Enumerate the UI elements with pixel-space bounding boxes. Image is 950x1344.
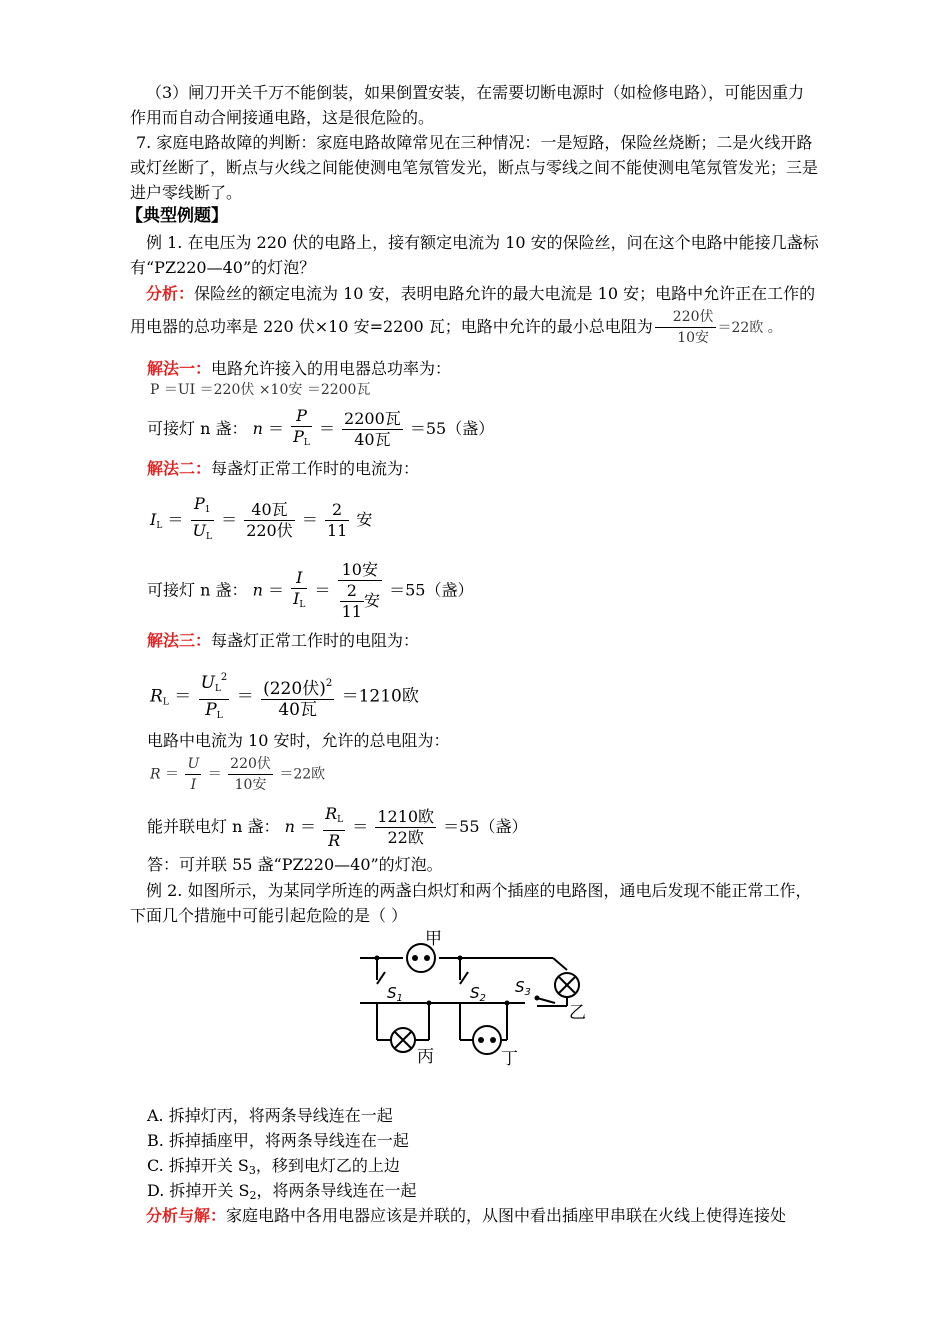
sub-l: L: [216, 711, 223, 721]
method-1-equation: P ＝UI ＝220伏 ×10安 ＝2200瓦: [150, 382, 371, 398]
can-connect-label: 可接灯 n 盏：: [147, 580, 248, 600]
eq-r: R: [150, 766, 161, 783]
option-d-sub: 2: [249, 1189, 257, 1202]
frac-num: I: [291, 568, 307, 589]
analysis-frac-numerator: 220伏: [655, 307, 716, 328]
junction-dot: [375, 956, 380, 961]
circuit-diagram: [355, 930, 595, 1070]
switch-s1: [377, 972, 385, 984]
fraction-40-over-220: [244, 500, 295, 541]
total-resistance-line: 电路中电流为 10 安时，允许的总电阻为：: [147, 731, 450, 750]
eq-sign: ＝: [352, 817, 369, 836]
eq-sign: ＝: [207, 766, 222, 783]
fraction-2-over-11: [325, 500, 349, 541]
label-s1: [387, 984, 403, 1004]
socket-jia-hole: [412, 955, 418, 961]
sup-2: 2: [220, 672, 228, 683]
eq-sign: ＝: [221, 510, 238, 529]
label-s2: [470, 984, 486, 1004]
eq-sign: ＝: [318, 419, 335, 438]
option-a: A. 拆掉灯丙，将两条导线连在一起: [147, 1106, 393, 1125]
frac-den: U: [192, 521, 206, 540]
fraction-220-over-10: [228, 754, 273, 795]
frac-num: 2: [340, 581, 364, 602]
eq-result: ＝22欧: [279, 766, 326, 783]
section-heading: 【典型例题】: [126, 206, 228, 226]
label-s3: [515, 978, 531, 998]
eq-sign: ＝: [174, 686, 192, 707]
eq-sign: ＝: [267, 419, 284, 438]
socket-ding-hole: [478, 1037, 484, 1043]
frac-den: P: [205, 700, 217, 720]
unit-an: 安: [363, 591, 380, 610]
eq-result: ＝1210欧: [341, 686, 419, 707]
frac-num: P: [194, 494, 205, 513]
sub-l: L: [206, 532, 212, 542]
frac-num: (220伏): [263, 679, 326, 699]
frac-num: U: [185, 754, 201, 775]
s2-sub: 2: [479, 993, 486, 1004]
option-c-sub: 3: [248, 1164, 256, 1177]
fraction-i-over-il: [291, 568, 307, 615]
eq-result: ＝55（盏）: [409, 419, 495, 438]
junction-dot: [427, 1001, 432, 1006]
method-1-line: [147, 356, 837, 381]
eq-sign: ＝: [299, 817, 316, 836]
method-2-current-equation: [150, 494, 373, 542]
sup-2: 2: [325, 678, 333, 689]
frac-den: R: [328, 831, 341, 850]
answer-line: 答：可并联 55 盏“PZ220—40”的灯泡。: [147, 855, 443, 874]
fraction-ul2-over-pl: [199, 668, 230, 726]
wire-to-lamp-yi: [553, 958, 567, 970]
method-2-line: [147, 456, 837, 481]
frac-den: I: [190, 777, 197, 793]
method-3-text: 每盏灯正常工作时的电阻为：: [211, 631, 420, 650]
sub-l: L: [299, 599, 306, 610]
junction-dot: [505, 1001, 510, 1006]
paragraph-switch-note: （3）闸刀开关千万不能倒装，如果倒置安装，在需要切断电源时（如检修电路），可能因重力作用而自动合闸接通电路，这是很危险的。: [130, 83, 805, 127]
label-jia: 甲: [425, 930, 442, 949]
s1-sub: 1: [396, 993, 403, 1004]
method-2-text: 每盏灯正常工作时的电流为：: [211, 459, 420, 478]
frac-num: 2: [325, 500, 349, 521]
s3-sub: 3: [524, 987, 531, 998]
fraction-rl-over-r: [323, 804, 345, 851]
frac-den: 11: [341, 602, 362, 621]
fraction-u-over-i: [185, 754, 201, 795]
option-d-pre: D. 拆掉开关 S: [147, 1181, 250, 1200]
eq-sign: ＝: [314, 580, 331, 600]
label-yi: 乙: [569, 1003, 586, 1023]
frac-den: 40瓦: [354, 430, 391, 449]
method-1-count-equation: [147, 406, 495, 449]
option-b: B. 拆掉插座甲，将两条导线连在一起: [147, 1131, 409, 1150]
eq-il: I: [150, 510, 157, 529]
label-ding: 丁: [501, 1049, 518, 1069]
analysis-2-text: 家庭电路中各用电器应该是并联的，从图中看出插座甲串联在火线上使得连接处: [226, 1206, 787, 1225]
eq-sign: ＝: [167, 510, 184, 529]
can-connect-label: 可接灯 n 盏：: [147, 419, 248, 438]
fraction-1210-over-22: [375, 807, 436, 848]
option-c-pre: C. 拆掉开关 S: [147, 1156, 249, 1175]
frac-den: I: [293, 588, 300, 608]
method-3-line: [147, 628, 837, 653]
s3-letter: S: [515, 978, 525, 996]
socket-ding: [473, 1026, 501, 1054]
fraction-10-over-2-11: [338, 560, 382, 622]
eq-sign: ＝: [236, 686, 254, 707]
switch-s2: [460, 972, 468, 984]
fraction-p1-over-ul: [191, 494, 214, 547]
option-c-post: ，移到电灯乙的上边: [255, 1156, 400, 1175]
eq-rl: R: [150, 686, 163, 707]
frac-num: P: [291, 406, 312, 427]
frac-den: 10安: [234, 777, 267, 793]
sub-l: L: [156, 521, 163, 531]
switch-s3-pivot: [535, 996, 540, 1001]
method-1-label: 解法一：: [147, 359, 212, 378]
eq-result: ＝55（盏）: [389, 580, 474, 600]
fraction-220sq-over-40: [261, 674, 334, 720]
parallel-label: 能并联电灯 n 盏：: [147, 817, 280, 836]
eq-n: n: [252, 419, 263, 438]
frac-den: 220伏: [246, 521, 293, 540]
socket-jia-hole: [424, 955, 430, 961]
eq-sign: ＝: [301, 510, 318, 529]
option-d-post: ，将两条导线连在一起: [256, 1181, 417, 1200]
frac-den: 11: [326, 521, 348, 540]
label-bing: 丙: [417, 1047, 434, 1067]
frac-den: P: [293, 427, 304, 446]
frac-num: U: [200, 673, 215, 693]
total-resistance-equation: [150, 754, 325, 794]
junction-dot: [458, 956, 463, 961]
frac-num: 2200瓦: [344, 409, 401, 428]
sub-l: L: [162, 697, 169, 708]
eq-sign: ＝: [165, 766, 179, 783]
socket-ding-hole: [490, 1037, 496, 1043]
example-1-question: 例 1. 在电压为 220 伏的电路上，接有额定电流为 10 安的保险丝，问在这个电路中能接几盏标有“PZ220—40”的灯泡？: [130, 233, 819, 277]
method-3-label: 解法三：: [147, 631, 212, 650]
frac-num: R: [325, 804, 338, 823]
sub-l: L: [303, 438, 310, 448]
method-1-text: 电路允许接入的用电器总功率为：: [211, 359, 452, 378]
eq-n: n: [252, 580, 263, 600]
sub-l: L: [337, 815, 344, 825]
sub-l: L: [214, 684, 221, 694]
unit-an: 安: [356, 510, 373, 529]
frac-num: 1210欧: [377, 807, 435, 826]
analysis-result: ＝22欧 。: [717, 320, 782, 336]
frac-num: 10安: [338, 560, 382, 581]
eq-result: ＝55（盏）: [443, 817, 528, 836]
frac-num: 220伏: [228, 754, 273, 775]
method-2-label: 解法二：: [147, 459, 212, 478]
analysis-label: 分析：: [146, 284, 195, 303]
frac-den: 22欧: [387, 828, 424, 847]
analysis-text: 保险丝的额定电流为 10 安，表明电路允许的最大电流是 10 安；电路中允许正在工作的用电器的总功率是 220 伏×10 安=2200 瓦；电路中允许的最小总电阻为: [130, 284, 816, 336]
frac-num: 40瓦: [244, 500, 295, 521]
fraction-p-over-pl: [291, 406, 312, 453]
analysis-block: [130, 280, 820, 348]
fraction-2200-over-40: [342, 409, 403, 450]
sub-1: 1: [204, 505, 211, 515]
analysis-2-line: [130, 1203, 820, 1228]
eq-sign: ＝: [267, 580, 284, 600]
analysis-frac-denominator: 10安: [677, 330, 710, 346]
analysis-2-label: 分析与解：: [146, 1206, 227, 1225]
s1-letter: S: [387, 984, 397, 1002]
example-2-question: 例 2. 如图所示，为某同学所连的两盏白炽灯和两个插座的电路图，通电后发现不能正常工作，下面几个措施中可能引起危险的是（ ）: [130, 881, 812, 925]
analysis-fraction: [655, 307, 716, 348]
method-3-resistance-equation: [150, 668, 419, 721]
method-2-count-equation: [147, 560, 474, 621]
paragraph-fault-judgement: 7. 家庭电路故障的判断：家庭电路故障常见在三种情况：一是短路，保险丝烧断；二是火线开路或灯丝断了，断点与火线之间能使测电笔氖管发光，断点与零线之间不能使测电笔氖管发光；三是进户零线断了。: [130, 133, 819, 202]
switch-s3-blade: [537, 998, 555, 1003]
frac-den: 40瓦: [278, 700, 317, 720]
parallel-count-equation: [147, 804, 528, 850]
s2-letter: S: [470, 984, 480, 1002]
eq-n: n: [284, 817, 295, 836]
